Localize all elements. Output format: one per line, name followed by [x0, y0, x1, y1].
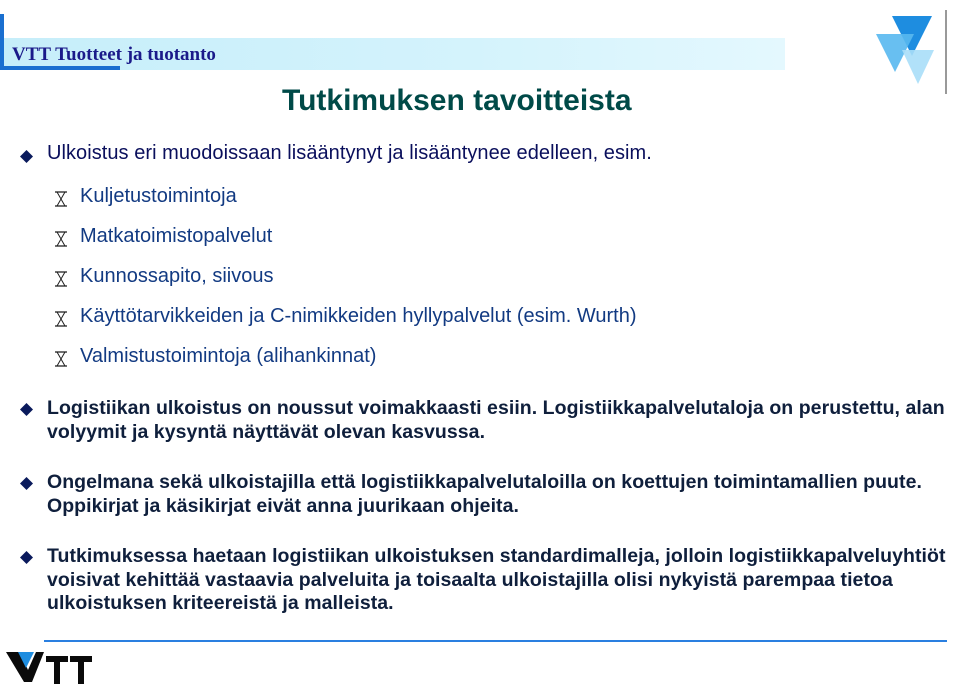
bullet-text: Ongelmana sekä ulkoistajilla että logistiikkapalvelutaloilla on koettujen toimintamallien puute. Oppikirjat ja käsikirjat eivät anna juurikaan ohjeita.: [47, 471, 922, 517]
hourglass-icon: [55, 311, 67, 327]
sub-item-text: Käyttötarvikkeiden ja C-nimikkeiden hyllypalvelut (esim. Wurth): [80, 305, 637, 327]
header-title: VTT Tuotteet ja tuotanto: [12, 44, 216, 65]
hourglass-icon: [55, 351, 67, 367]
hourglass-icon: [55, 231, 67, 247]
bullet-text: Logistiikan ulkoistus on noussut voimakkaasti esiin. Logistiikkapalvelutaloja on perustettu, alan volyymit ja kysyntä näyttävät olevan kasvussa.: [47, 397, 945, 443]
header-corner-accent: [0, 14, 8, 70]
sub-item: [0, 265, 900, 291]
diamond-bullet-icon: [20, 477, 33, 490]
sub-item-text: Matkatoimistopalvelut: [80, 225, 273, 247]
bullet-text: Ulkoistus eri muodoissaan lisääntynyt ja lisääntynee edelleen, esim.: [47, 142, 652, 164]
diamond-bullet-icon: [20, 150, 33, 163]
bullet-text: Tutkimuksessa haetaan logistiikan ulkoistuksen standardimalleja, jolloin logistiikkapalveluyhtiöt voisivat kehittää vastaavia palveluita ja toisaalta ulkoistajilla olisi nykyistä parempaa tietoa ulkoistuksen kriteereistä ja malleista.: [47, 545, 946, 614]
sub-item: [0, 305, 900, 331]
sub-item: [0, 345, 900, 371]
hourglass-icon: [55, 271, 67, 287]
diamond-bullet-icon: [20, 403, 33, 416]
hourglass-icon: [55, 191, 67, 207]
sub-item: [0, 185, 900, 211]
vtt-logo-icon: [4, 650, 94, 690]
diamond-bullet-icon: [20, 551, 33, 564]
vtt-logo-mark-icon: [872, 10, 950, 94]
slide-title: Tutkimuksen tavoitteista: [282, 84, 632, 117]
sub-item-text: Kuljetustoimintoja: [80, 185, 237, 207]
sub-item-text: Valmistustoimintoja (alihankinnat): [80, 345, 377, 367]
sub-item-text: Kunnossapito, siivous: [80, 265, 274, 287]
sub-item: [0, 225, 900, 251]
footer-divider: [44, 640, 947, 642]
